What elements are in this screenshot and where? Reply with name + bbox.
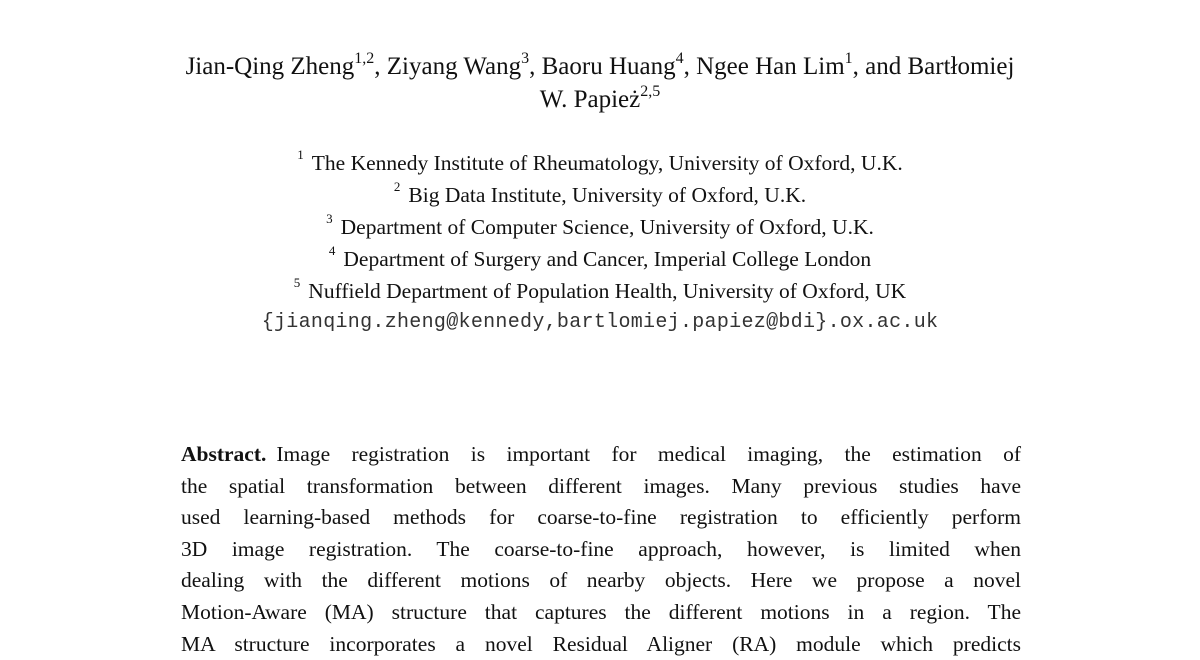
author-line-2	[80, 83, 1120, 116]
abstract-section	[181, 439, 1021, 660]
abstract-line: dealing with the different motions of nearby objects. Here we propose a novel	[181, 568, 1021, 593]
author-line-1	[80, 50, 1120, 83]
abstract-line: 3D image registration. The coarse-to-fine approach, however, is limited when	[181, 536, 1021, 561]
affiliation-list	[100, 147, 1100, 339]
author-affiliation-mark: 2,5	[640, 82, 661, 100]
affiliation-text: Nuffield Department of Population Health, University of Oxford, UK	[308, 279, 907, 303]
abstract-text: Image registration is important for medical imaging, the estimation of	[276, 442, 1021, 466]
author-name: Jian-Qing Zheng	[185, 53, 355, 80]
author-name: Ziyang Wang	[386, 53, 522, 80]
author-affiliation-mark: 4	[675, 49, 684, 67]
abstract-line: MA structure incorporates a novel Residual Aligner (RA) module which predicts	[181, 631, 1021, 656]
affiliation-item	[100, 211, 1100, 243]
affiliation-item	[100, 275, 1100, 307]
affiliation-number: 5	[293, 274, 301, 290]
contact-emails: {jianqing.zheng@kennedy,bartlomiej.papiez@bdi}.ox.ac.uk	[261, 311, 939, 334]
abstract-line: the spatial transformation between different images. Many previous studies have	[181, 473, 1021, 498]
affiliation-text: Department of Surgery and Cancer, Imperial College London	[343, 247, 872, 271]
author-name: W. Papież	[539, 86, 641, 113]
author-separator: ,	[374, 53, 387, 80]
author-affiliation-mark: 1,2	[354, 49, 375, 67]
affiliation-number: 2	[393, 178, 401, 194]
author-affiliation-mark: 3	[521, 49, 530, 67]
abstract-line	[181, 439, 1021, 471]
affiliation-item	[100, 243, 1100, 275]
affiliation-text: The Kennedy Institute of Rheumatology, University of Oxford, U.K.	[311, 151, 903, 175]
abstract-line: used learning-based methods for coarse-to-fine registration to efficiently perform	[181, 505, 1021, 530]
affiliation-number: 4	[328, 242, 336, 258]
affiliation-item	[100, 147, 1100, 179]
author-separator: , and Bartłomiej	[852, 53, 1015, 80]
abstract-label: Abstract.	[181, 442, 267, 466]
author-list	[80, 50, 1120, 116]
author-name: Ngee Han Lim	[696, 53, 845, 80]
author-name: Baoru Huang	[541, 53, 676, 80]
affiliation-item	[100, 179, 1100, 211]
affiliation-text: Department of Computer Science, University of Oxford, U.K.	[340, 215, 874, 239]
author-affiliation-mark: 1	[844, 49, 853, 67]
author-separator: ,	[529, 53, 542, 80]
abstract-line: Motion-Aware (MA) structure that captures the different motions in a region. The	[181, 599, 1021, 624]
affiliation-number: 1	[297, 146, 304, 162]
affiliation-number: 3	[326, 210, 333, 226]
author-separator: ,	[683, 53, 697, 80]
affiliation-text: Big Data Institute, University of Oxford, U.K.	[408, 183, 807, 207]
